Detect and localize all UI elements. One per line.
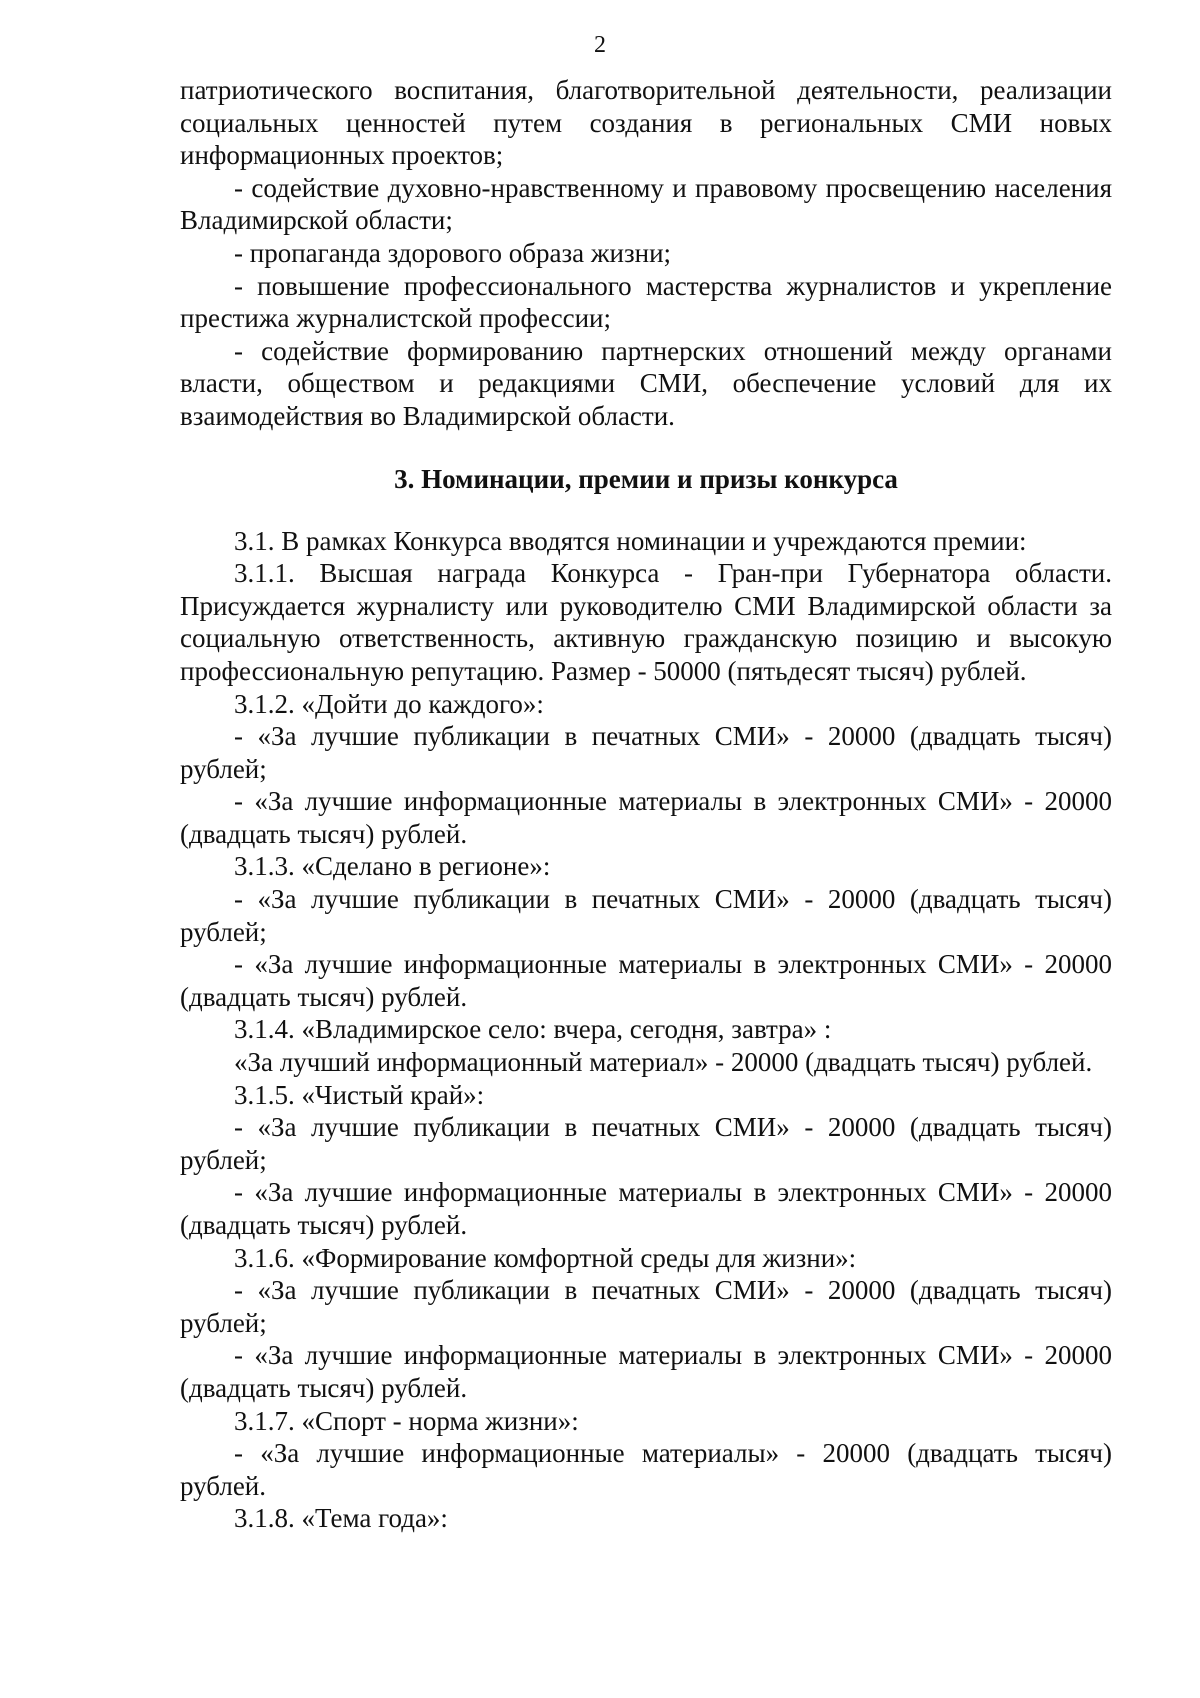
clause-3-1: 3.1. В рамках Конкурса вводятся номинации и учреждаются премии: [234,525,1027,556]
list-item-professional-skill: - повышение профессионального мастерства журналистов и укрепление престижа журналистской профессии; [180,270,1112,334]
prize-item: - «За лучшие публикации в печатных СМИ» - 20000 (двадцать тысяч) рублей; [180,1112,1112,1175]
prize-item: - «За лучшие информационные материалы в электронных СМИ» - 20000 (двадцать тысяч) рублей. [180,786,1112,849]
paragraph-continuation: патриотического воспитания, благотворительной деятельности, реализации социальных ценностей путем создания в региональных СМИ новых информационных проектов; [180,75,1112,171]
list-item-spiritual-education: - содействие духовно-нравственному и правовому просвещению населения Владимирской области; [180,172,1112,236]
prize-item: - «За лучшие публикации в печатных СМИ» - 20000 (двадцать тысяч) рублей; [180,884,1112,947]
prize-item: - «За лучшие информационные материалы в электронных СМИ» - 20000 (двадцать тысяч) рублей. [180,1177,1112,1240]
document-body [180,74,1112,1535]
clause-3-1-7: 3.1.7. «Спорт - норма жизни»: [234,1405,579,1436]
prize-item: - «За лучшие информационные материалы в электронных СМИ» - 20000 (двадцать тысяч) рублей. [180,1340,1112,1403]
list-item-healthy-lifestyle: - пропаганда здорового образа жизни; [234,237,672,268]
prize-item: - «За лучшие информационные материалы в электронных СМИ» - 20000 (двадцать тысяч) рублей. [180,949,1112,1012]
clause-3-1-4: 3.1.4. «Владимирское село: вчера, сегодня, завтра» : [234,1014,832,1045]
clause-3-1-1: 3.1.1. Высшая награда Конкурса - Гран-при Губернатора области. Присуждается журналисту или руководителю СМИ Владимирской области за социальную ответственность, активную гражданскую позицию и высокую профессиональную репутацию. Размер - 50000 (пятьдесят тысяч) рублей. [180,558,1112,686]
clause-3-1-6: 3.1.6. «Формирование комфортной среды для жизни»: [234,1242,857,1273]
clause-3-1-3: 3.1.3. «Сделано в регионе»: [234,851,551,882]
prize-item: - «За лучшие публикации в печатных СМИ» - 20000 (двадцать тысяч) рублей; [180,721,1112,784]
prize-item: - «За лучшие публикации в печатных СМИ» - 20000 (двадцать тысяч) рублей; [180,1275,1112,1338]
section-title: 3. Номинации, премии и призы конкурса [394,463,898,494]
prize-item: - «За лучшие информационные материалы» - 20000 (двадцать тысяч) рублей. [180,1438,1112,1501]
page-number: 2 [594,32,606,58]
clause-3-1-5: 3.1.5. «Чистый край»: [234,1079,485,1110]
clause-3-1-8: 3.1.8. «Тема года»: [234,1503,448,1534]
clause-3-1-2: 3.1.2. «Дойти до каждого»: [234,688,544,719]
list-item-partnership: - содействие формированию партнерских отношений между органами власти, обществом и редакциями СМИ, обеспечение условий для их взаимодействия во Владимирской области. [180,335,1112,431]
prize-item: «За лучший информационный материал» - 20000 (двадцать тысяч) рублей. [234,1047,1093,1078]
